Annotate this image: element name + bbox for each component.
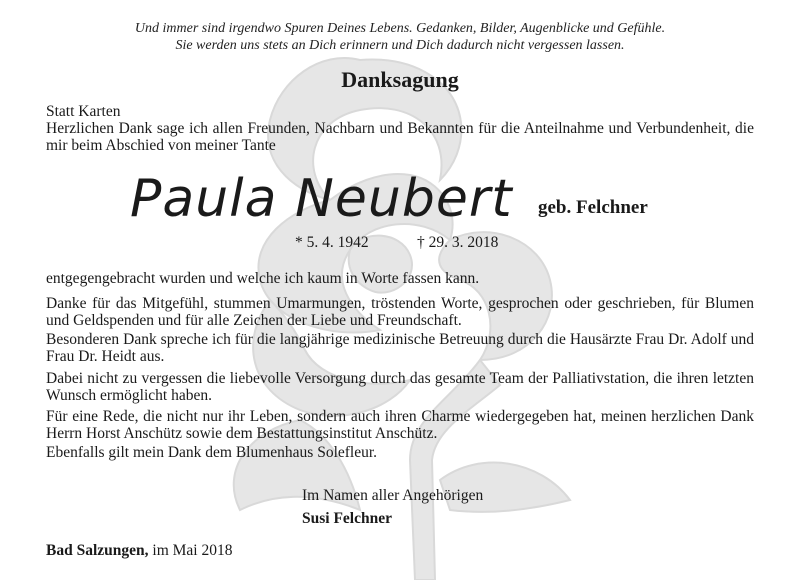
birth-date: * 5. 4. 1942	[295, 234, 369, 251]
place-date-line	[46, 542, 754, 559]
signature-line: Im Namen aller Angehörigen	[302, 487, 484, 504]
paragraph-6: Ebenfalls gilt mein Dank dem Blumenhaus Solefleur.	[46, 444, 378, 461]
motto-line-1: Und immer sind irgendwo Spuren Deines Lebens. Gedanken, Bilder, Augenblicke und Gefühle.	[134, 21, 666, 36]
deceased-name: Paula Neubert	[130, 169, 513, 229]
deceased-maiden-name: geb. Felchner	[538, 197, 648, 218]
page-title: Danksagung	[341, 67, 459, 92]
paragraph-3: Besonderen Dank spreche ich für die langjährige medizinische Betreuung durch die Hausärzte Frau Dr. Adolf und Frau Dr. Heidt aus.	[46, 331, 754, 365]
deceased-name-row	[0, 169, 800, 229]
intro-statt-karten: Statt Karten	[46, 103, 121, 120]
motto-line-2: Sie werden uns stets an Dich erinnern und Dich dadurch nicht vergessen lassen.	[175, 38, 625, 53]
signature-name: Susi Felchner	[302, 510, 392, 527]
death-date: † 29. 3. 2018	[417, 234, 499, 251]
paragraph-5: Für eine Rede, die nicht nur ihr Leben, sondern auch ihren Charme wiedergegeben hat, meinen herzlichen Dank Herrn Horst Anschütz sowie dem Bestattungsinstitut Anschütz.	[46, 408, 754, 442]
paragraph-4: Dabei nicht zu vergessen die liebevolle Versorgung durch das gesamte Team der Palliativstation, die ihren letzten Wunsch ermöglicht haben.	[46, 370, 754, 404]
intro-paragraph: Herzlichen Dank sage ich allen Freunden, Nachbarn und Bekannten für die Anteilnahme und Verbundenheit, die mir beim Abschied von meiner Tante	[46, 120, 754, 154]
paragraph-1: entgegengebracht wurden und welche ich kaum in Worte fassen kann.	[46, 270, 480, 287]
place-date: im Mai 2018	[148, 542, 233, 559]
paragraph-2: Danke für das Mitgefühl, stummen Umarmungen, tröstenden Worte, gesprochen oder geschrieben, für Blumen und Geldspenden und für alle Zeichen der Liebe und Freundschaft.	[46, 295, 754, 329]
place-city: Bad Salzungen,	[46, 542, 149, 559]
